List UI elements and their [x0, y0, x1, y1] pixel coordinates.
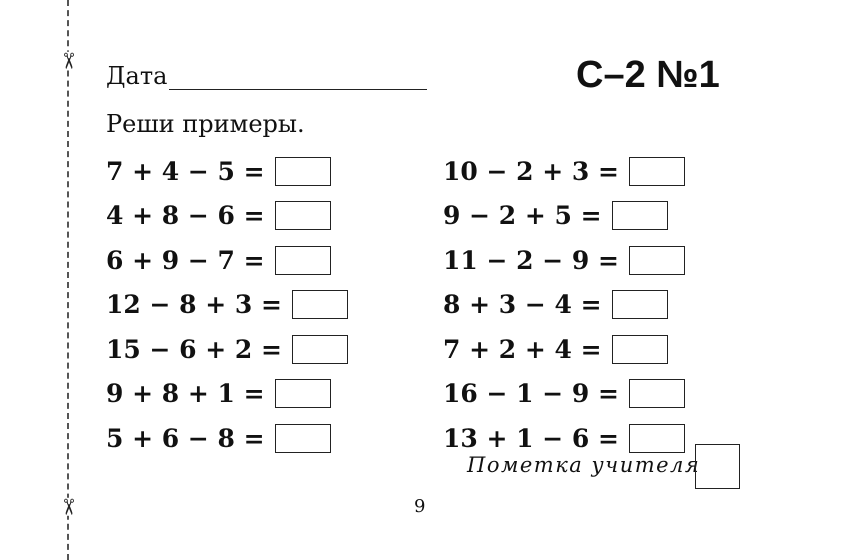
scissors-icon: ✂ [55, 497, 81, 517]
date-row [106, 62, 427, 90]
exercise-expression: 12 − 8 + 3 = [106, 290, 282, 320]
answer-box[interactable] [629, 379, 685, 408]
answer-box[interactable] [629, 424, 685, 453]
answer-box[interactable] [275, 157, 331, 186]
page-title: С–2 №1 [576, 54, 720, 96]
exercise-row [106, 372, 348, 417]
page-number: 9 [414, 496, 426, 517]
exercise-expression: 11 − 2 − 9 = [443, 245, 619, 275]
date-field[interactable] [169, 63, 427, 90]
exercise-row [443, 327, 685, 372]
exercise-expression: 9 + 8 + 1 = [106, 379, 265, 409]
answer-box[interactable] [612, 201, 668, 230]
exercise-column-left [106, 149, 348, 461]
exercise-row [106, 238, 348, 283]
cut-line [67, 0, 69, 560]
answer-box[interactable] [612, 335, 668, 364]
exercise-expression: 7 + 4 − 5 = [106, 156, 265, 186]
exercise-row [106, 194, 348, 239]
exercise-expression: 4 + 8 − 6 = [106, 201, 265, 231]
exercise-expression: 5 + 6 − 8 = [106, 423, 265, 453]
exercise-expression: 8 + 3 − 4 = [443, 290, 602, 320]
exercise-expression: 10 − 2 + 3 = [443, 156, 619, 186]
answer-box[interactable] [275, 424, 331, 453]
exercise-row [443, 194, 685, 239]
exercise-row [106, 327, 348, 372]
exercise-row [443, 149, 685, 194]
teacher-note-label: Пометка учителя [467, 453, 701, 477]
answer-box[interactable] [292, 335, 348, 364]
instruction-text: Реши примеры. [106, 110, 305, 138]
exercise-expression: 9 − 2 + 5 = [443, 201, 602, 231]
answer-box[interactable] [275, 379, 331, 408]
answer-box[interactable] [275, 201, 331, 230]
answer-box[interactable] [629, 246, 685, 275]
exercise-row [106, 416, 348, 461]
answer-box[interactable] [292, 290, 348, 319]
exercise-row [443, 283, 685, 328]
teacher-note-box[interactable] [695, 444, 740, 489]
exercise-row [443, 238, 685, 283]
exercise-row [106, 149, 348, 194]
date-label: Дата [106, 62, 168, 90]
exercise-row [443, 372, 685, 417]
exercise-row [106, 283, 348, 328]
answer-box[interactable] [612, 290, 668, 319]
exercise-expression: 15 − 6 + 2 = [106, 334, 282, 364]
scissors-icon: ✂ [55, 51, 81, 71]
exercise-column-right [443, 149, 685, 461]
exercise-expression: 6 + 9 − 7 = [106, 245, 265, 275]
answer-box[interactable] [629, 157, 685, 186]
exercise-expression: 16 − 1 − 9 = [443, 379, 619, 409]
answer-box[interactable] [275, 246, 331, 275]
exercise-expression: 7 + 2 + 4 = [443, 334, 602, 364]
exercise-expression: 13 + 1 − 6 = [443, 423, 619, 453]
